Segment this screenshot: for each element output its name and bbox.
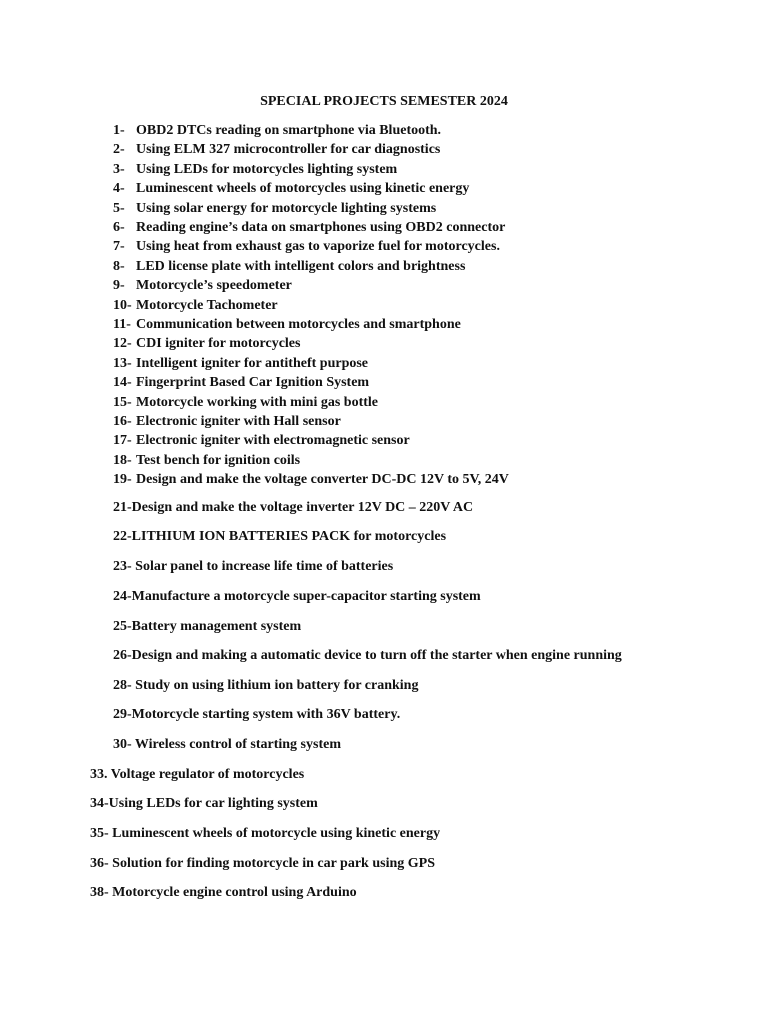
list-item-number: 8- xyxy=(113,258,125,274)
list-item-text: OBD2 DTCs reading on smartphone via Bluetooth. xyxy=(136,123,442,138)
list-item-number: 1- xyxy=(113,123,125,138)
list-item-number: 7- xyxy=(113,239,125,255)
document-title: SPECIAL PROJECTS SEMESTER 2024 xyxy=(260,94,508,109)
list-item-text: CDI igniter for motorcycles xyxy=(136,336,301,352)
paragraph-item: 33. Voltage regulator of motorcycles xyxy=(90,767,305,782)
list-item-number: 5- xyxy=(113,200,125,216)
list-item-number: 14- xyxy=(113,375,132,391)
list-item-text: Communication between motorcycles and smartphone xyxy=(136,317,461,332)
paragraph-item: 34-Using LEDs for car lighting system xyxy=(90,796,318,811)
list-item-text: Test bench for ignition coils xyxy=(136,452,301,468)
paragraph-item: 26-Design and making a automatic device to turn off the starter when engine running xyxy=(113,648,622,663)
paragraph-item: 21-Design and make the voltage inverter 12V DC – 220V AC xyxy=(113,500,474,515)
list-item-text: Luminescent wheels of motorcycles using kinetic energy xyxy=(136,181,470,197)
list-item-number: 18- xyxy=(113,452,132,468)
list-item-text: Using heat from exhaust gas to vaporize fuel for motorcycles. xyxy=(136,239,500,255)
list-item-text: Using LEDs for motorcycles lighting system xyxy=(136,161,398,177)
list-item-number: 11- xyxy=(113,317,131,332)
paragraph-item: 36- Solution for finding motorcycle in car park using GPS xyxy=(90,856,435,871)
list-item-number: 16- xyxy=(113,414,132,429)
paragraph-item: 35- Luminescent wheels of motorcycle using kinetic energy xyxy=(90,826,441,841)
list-item-text: Electronic igniter with Hall sensor xyxy=(136,414,341,429)
list-item-number: 19- xyxy=(113,472,132,488)
list-item-number: 6- xyxy=(113,220,125,235)
list-item-number: 2- xyxy=(113,142,125,158)
list-item-number: 10- xyxy=(113,297,132,313)
paragraph-item: 23- Solar panel to increase life time of batteries xyxy=(113,559,394,574)
list-item-number: 17- xyxy=(113,433,132,449)
list-item-number: 12- xyxy=(113,336,132,352)
paragraph-item: 29-Motorcycle starting system with 36V battery. xyxy=(113,707,401,722)
list-item-text: Using ELM 327 microcontroller for car diagnostics xyxy=(136,142,441,158)
list-item-text: Design and make the voltage converter DC-DC 12V to 5V, 24V xyxy=(136,472,509,488)
list-item-number: 13- xyxy=(113,355,132,371)
list-item-text: Fingerprint Based Car Ignition System xyxy=(136,375,370,391)
list-item-number: 9- xyxy=(113,278,125,294)
list-item-text: Intelligent igniter for antitheft purpose xyxy=(136,355,369,371)
list-item-number: 3- xyxy=(113,161,125,177)
paragraph-item: 30- Wireless control of starting system xyxy=(113,737,341,752)
paragraph-item: 24-Manufacture a motorcycle super-capacitor starting system xyxy=(113,589,481,604)
list-item-number: 4- xyxy=(113,181,125,197)
list-item-text: Reading engine’s data on smartphones using OBD2 connector xyxy=(136,220,506,235)
paragraph-item: 28- Study on using lithium ion battery for cranking xyxy=(113,678,419,693)
paragraph-item: 25-Battery management system xyxy=(113,619,302,634)
list-item-text: Motorcycle’s speedometer xyxy=(136,278,292,294)
list-item-text: Motorcycle working with mini gas bottle xyxy=(136,394,378,410)
list-item-text: Electronic igniter with electromagnetic sensor xyxy=(136,433,410,449)
paragraph-item: 38- Motorcycle engine control using Arduino xyxy=(90,885,357,900)
paragraph-item: 22-LITHIUM ION BATTERIES PACK for motorcycles xyxy=(113,529,447,544)
list-item-number: 15- xyxy=(113,394,132,410)
list-item-text: Using solar energy for motorcycle lighting systems xyxy=(136,200,437,216)
list-item-text: LED license plate with intelligent colors and brightness xyxy=(136,258,466,274)
list-item-text: Motorcycle Tachometer xyxy=(136,297,278,313)
